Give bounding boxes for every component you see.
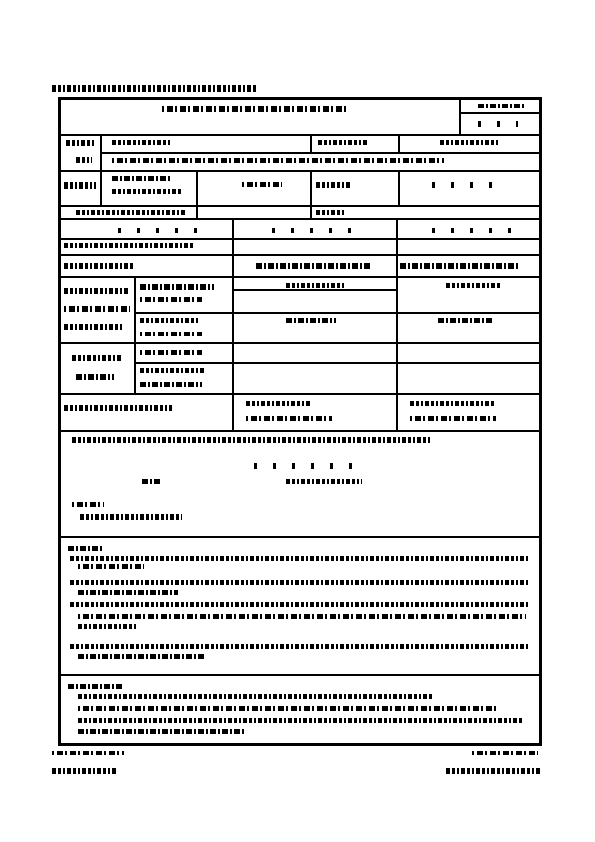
divider	[398, 172, 400, 206]
remark-line	[78, 706, 498, 711]
note-item	[78, 614, 526, 619]
divider	[100, 136, 102, 172]
form-border-top	[58, 97, 542, 100]
group-item	[140, 284, 214, 290]
statement-text	[72, 437, 432, 443]
box-value	[478, 121, 518, 127]
group-label	[72, 355, 122, 361]
bottom-col2-line	[246, 401, 312, 406]
row-cell	[316, 182, 352, 188]
divider	[134, 278, 136, 394]
group-value	[286, 318, 336, 323]
divider	[459, 100, 461, 136]
row-cell	[112, 158, 444, 163]
divider	[134, 312, 539, 314]
value-bar	[232, 289, 396, 291]
row-label	[66, 140, 96, 146]
row-cell	[242, 182, 282, 187]
row-label	[76, 157, 92, 163]
group-value	[446, 283, 500, 288]
note-item	[78, 624, 138, 629]
note-item	[70, 602, 528, 607]
bottom-col2-line	[246, 416, 332, 421]
group-label	[64, 306, 130, 312]
note-item	[70, 644, 528, 649]
table-col-header	[118, 228, 204, 233]
divider	[232, 395, 234, 432]
form-border-bottom	[58, 743, 542, 746]
group-label	[76, 374, 114, 380]
footer-right-top	[472, 751, 538, 755]
footer-left-bottom	[52, 768, 116, 774]
form-border-left	[58, 97, 61, 746]
divider	[196, 172, 198, 218]
signature-label	[72, 502, 104, 507]
statement-text	[142, 479, 160, 484]
group-item	[140, 297, 202, 302]
box-label	[478, 104, 526, 108]
form-id	[52, 85, 258, 92]
divider	[61, 238, 539, 240]
divider	[61, 254, 539, 256]
row-cell	[440, 140, 498, 145]
table-col-header	[432, 228, 512, 233]
group-item	[140, 382, 202, 387]
bottom-col3-line	[410, 401, 494, 406]
group-item	[140, 318, 200, 323]
table-col-header	[272, 228, 352, 233]
statement-text	[254, 463, 354, 469]
signature-value	[80, 514, 182, 520]
divider	[61, 170, 539, 172]
group-label	[64, 288, 130, 294]
divider	[61, 536, 539, 538]
note-item	[70, 580, 528, 585]
table-sub-header	[64, 263, 134, 269]
table-sub-header	[64, 243, 194, 248]
divider	[61, 430, 539, 432]
divider	[61, 342, 539, 344]
note-item	[70, 556, 528, 561]
statement-text	[286, 479, 362, 484]
table-sub-header	[400, 263, 518, 269]
row-cell	[112, 140, 170, 145]
note-item	[78, 590, 178, 595]
note-item	[78, 564, 144, 569]
group-item	[140, 350, 202, 355]
row-label	[76, 210, 186, 215]
row-cell	[316, 210, 346, 215]
row-cell	[112, 189, 182, 194]
form-title	[162, 106, 346, 112]
divider	[61, 134, 539, 136]
form-border-right	[539, 97, 542, 746]
divider	[61, 218, 539, 220]
divider	[100, 172, 102, 206]
group-value	[438, 318, 494, 323]
divider	[100, 152, 539, 154]
footer-left-top	[52, 751, 124, 755]
divider	[459, 112, 539, 114]
divider	[134, 362, 539, 364]
divider	[232, 220, 234, 394]
divider	[61, 276, 539, 278]
remarks-heading	[68, 684, 124, 689]
row-cell	[112, 176, 172, 181]
divider	[61, 674, 539, 676]
row-label	[64, 182, 96, 189]
group-value	[286, 283, 346, 288]
bottom-col3-line	[410, 416, 496, 421]
bottom-row-label	[64, 405, 172, 411]
divider	[61, 205, 539, 207]
footer-right-bottom	[446, 768, 540, 774]
group-item	[140, 332, 202, 336]
divider	[310, 172, 312, 218]
row-value	[432, 182, 498, 188]
group-label	[64, 324, 124, 330]
divider	[61, 393, 539, 395]
note-item	[78, 654, 204, 659]
remark-line	[78, 694, 434, 699]
remark-line	[78, 729, 244, 734]
row-cell	[318, 140, 368, 145]
notes-heading	[68, 546, 102, 551]
remark-line	[78, 718, 522, 723]
group-item	[140, 368, 206, 373]
divider	[396, 220, 398, 432]
table-sub-header	[256, 263, 370, 269]
